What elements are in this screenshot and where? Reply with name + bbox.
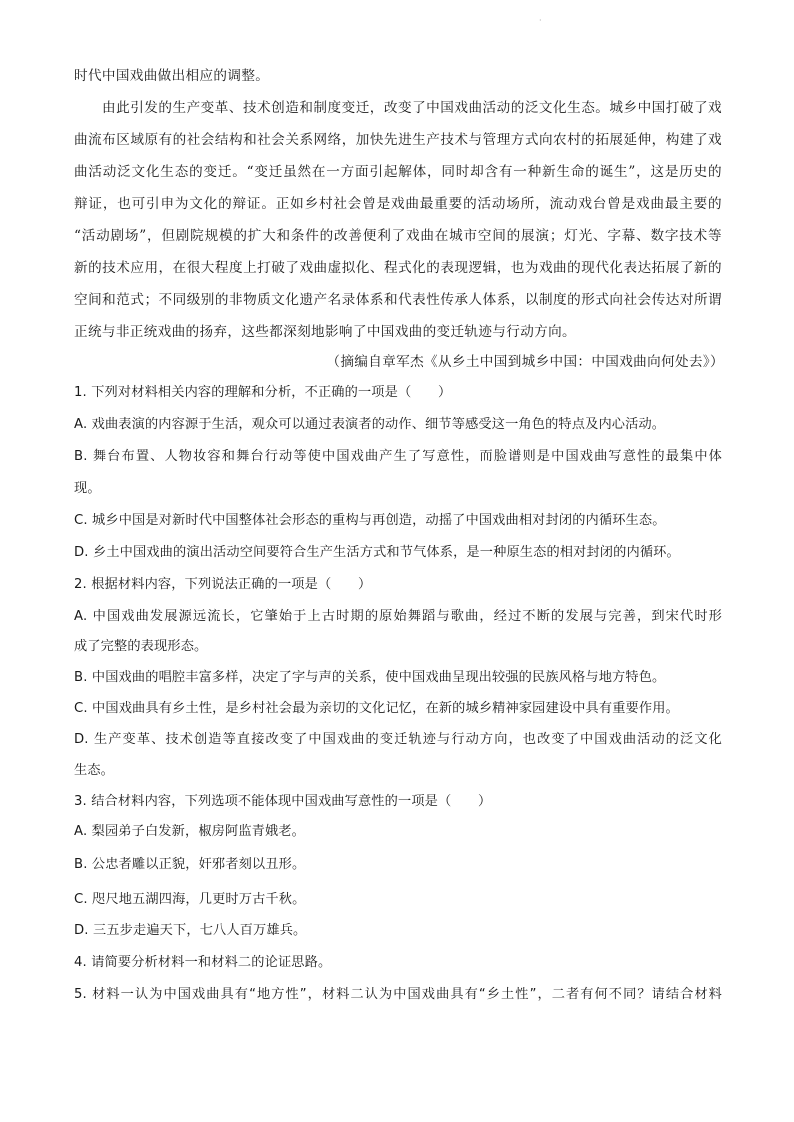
option-b: B. 中国戏曲的唱腔丰富多样，决定了字与声的关系，使中国戏曲呈现出较强的民族风格与地方特色。 — [74, 670, 666, 685]
corner-mark: · — [539, 16, 542, 25]
option-b-cont: 现。 — [74, 481, 101, 496]
option-b: B. 舞台布置、人物妆容和舞台行动等使中国戏曲产生了写意性，而脸谱则是中国戏曲写意性的最集中体 — [74, 449, 722, 464]
option-d: D. 生产变革、技术创造等直接改变了中国戏曲的变迁轨迹与行动方向，也改变了中国戏曲活动的泛文化 — [74, 732, 722, 747]
option-a-cont: 成了完整的表现形态。 — [74, 639, 208, 654]
option-c: C. 中国戏曲具有乡土性，是乡村社会最为亲切的文化记忆，在新的城乡精神家园建设中具有重要作用。 — [74, 701, 679, 716]
option-b: B. 公忠者雕以正貌，奸邪者刻以丑形。 — [74, 857, 306, 872]
passage-line: “活动剧场”，但剧院规模的扩大和条件的改善便利了戏曲在城市空间的展演；灯光、字幕、数字技术等 — [74, 228, 722, 244]
passage-line: 辩证，也可引申为文化的辩证。正如乡村社会曾是戏曲最重要的活动场所，流动戏台曾是戏曲最主要的 — [74, 196, 722, 212]
passage-line: 曲活动泛文化生态的变迁。“变迁虽然在一方面引起解体，同时却含有一种新生命的诞生”，这是历史的 — [74, 164, 722, 180]
question-stem: 1. 下列对材料相关内容的理解和分析，不正确的一项是（ ） — [74, 385, 452, 400]
passage-line: 时代中国戏曲做出相应的调整。 — [74, 68, 270, 84]
option-a: A. 梨园弟子白发新，椒房阿监青娥老。 — [74, 824, 306, 839]
option-d: D. 乡土中国戏曲的演出活动空间要符合生产生活方式和节气体系，是一种原生态的相对封闭的内循环。 — [74, 545, 680, 560]
passage-line: 空间和范式；不同级别的非物质文化遗产名录体系和代表性传承人体系，以制度的形式向社会传达对所谓 — [74, 292, 722, 308]
passage-line: 曲流布区域原有的社会结构和社会关系网络，加快先进生产技术与管理方式向农村的拓展延伸，构建了戏 — [74, 132, 722, 148]
passage-line: 由此引发的生产变革、技术创造和制度变迁，改变了中国戏曲活动的泛文化生态。城乡中国打破了戏 — [102, 100, 722, 116]
option-a: A. 中国戏曲发展源远流长，它肇始于上古时期的原始舞蹈与歌曲，经过不断的发展与完善，到宋代时形 — [74, 609, 722, 624]
option-c: C. 城乡中国是对新时代中国整体社会形态的重构与再创造，动摇了中国戏曲相对封闭的内循环生态。 — [74, 513, 666, 528]
question-stem: 4. 请简要分析材料一和材料二的论证思路。 — [74, 955, 332, 970]
option-d: D. 三五步走遍天下，七八人百万雄兵。 — [74, 923, 307, 938]
passage-line: 新的技术应用，在很大程度上打破了戏曲虚拟化、程式化的表现逻辑，也为戏曲的现代化表达拓展了新的 — [74, 260, 722, 276]
passage-line: 正统与非正统戏曲的扬弃，这些都深刻地影响了中国戏曲的变迁轨迹与行动方向。 — [74, 324, 576, 340]
question-stem: 5. 材料一认为中国戏曲具有“地方性”，材料二认为中国戏曲具有“乡土性”，二者有何不同？请结合材料 — [74, 987, 722, 1002]
question-stem: 3. 结合材料内容，下列选项不能体现中国戏曲写意性的一项是（ ） — [74, 794, 492, 809]
option-a: A. 戏曲表演的内容源于生活，观众可以通过表演者的动作、细节等感受这一角色的特点及内心活动。 — [74, 417, 666, 432]
question-stem: 2. 根据材料内容，下列说法正确的一项是（ ） — [74, 577, 372, 592]
passage-source: （摘编自章军杰《从乡土中国到城乡中国：中国戏曲向何处去》） — [326, 354, 724, 370]
option-d-cont: 生态。 — [74, 763, 115, 778]
option-c: C. 咫尺地五湖四海，几更时万古千秋。 — [74, 892, 306, 907]
